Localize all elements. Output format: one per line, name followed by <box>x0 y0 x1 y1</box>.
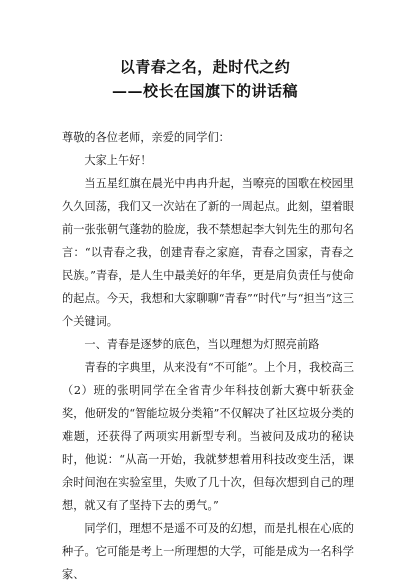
page-title: 以青春之名，赴时代之约 <box>119 58 291 76</box>
section-heading-1: 一、青春是逐梦的底色，当以理想为灯照亮前路 <box>84 338 320 351</box>
paragraph-intro: 当五星红旗在晨光中冉冉升起，当嘹亮的国歌在校园里久久回荡，我们又一次站在了新的一周起点。此刻，望着眼前一张张朝气蓬勃的脸庞，我不禁想起李大钊先生的那句名言：“以青春之我，创建青春之家庭，青春之国家，青春之民族。”青春，是人生中最美好的年华，更是肩负责任与使命的起点。今天，我想和大家聊聊“青春”“时代”与“担当”这三个关键词。 <box>62 177 354 328</box>
paragraph-story: 青春的字典里，从来没有“不可能”。上个月，我校高三（2）班的张明同学在全省青少年科技创新大赛中斩获金奖，他研发的“智能垃圾分类箱”不仅解决了社区垃圾分类的难题，还获得了两项实用新型专利。当被问及成功的秘诀时，他说：“从高一开始，我就梦想着用科技改变生活，课余时间泡在实验室里，失败了几十次，但每次想到自己的理想，就又有了坚持下去的勇气。” <box>62 361 354 512</box>
greeting: 大家上午好！ <box>84 154 152 167</box>
salutation: 尊敬的各位老师，亲爱的同学们： <box>62 131 230 144</box>
page-subtitle: ——校长在国旗下的讲话稿 <box>111 82 298 100</box>
speech-body <box>62 126 354 586</box>
paragraph-ideals: 同学们，理想不是遥不可及的幻想，而是扎根在心底的种子。它可能是考上一所理想的大学，可能是成为一名科学家、 <box>62 522 354 581</box>
